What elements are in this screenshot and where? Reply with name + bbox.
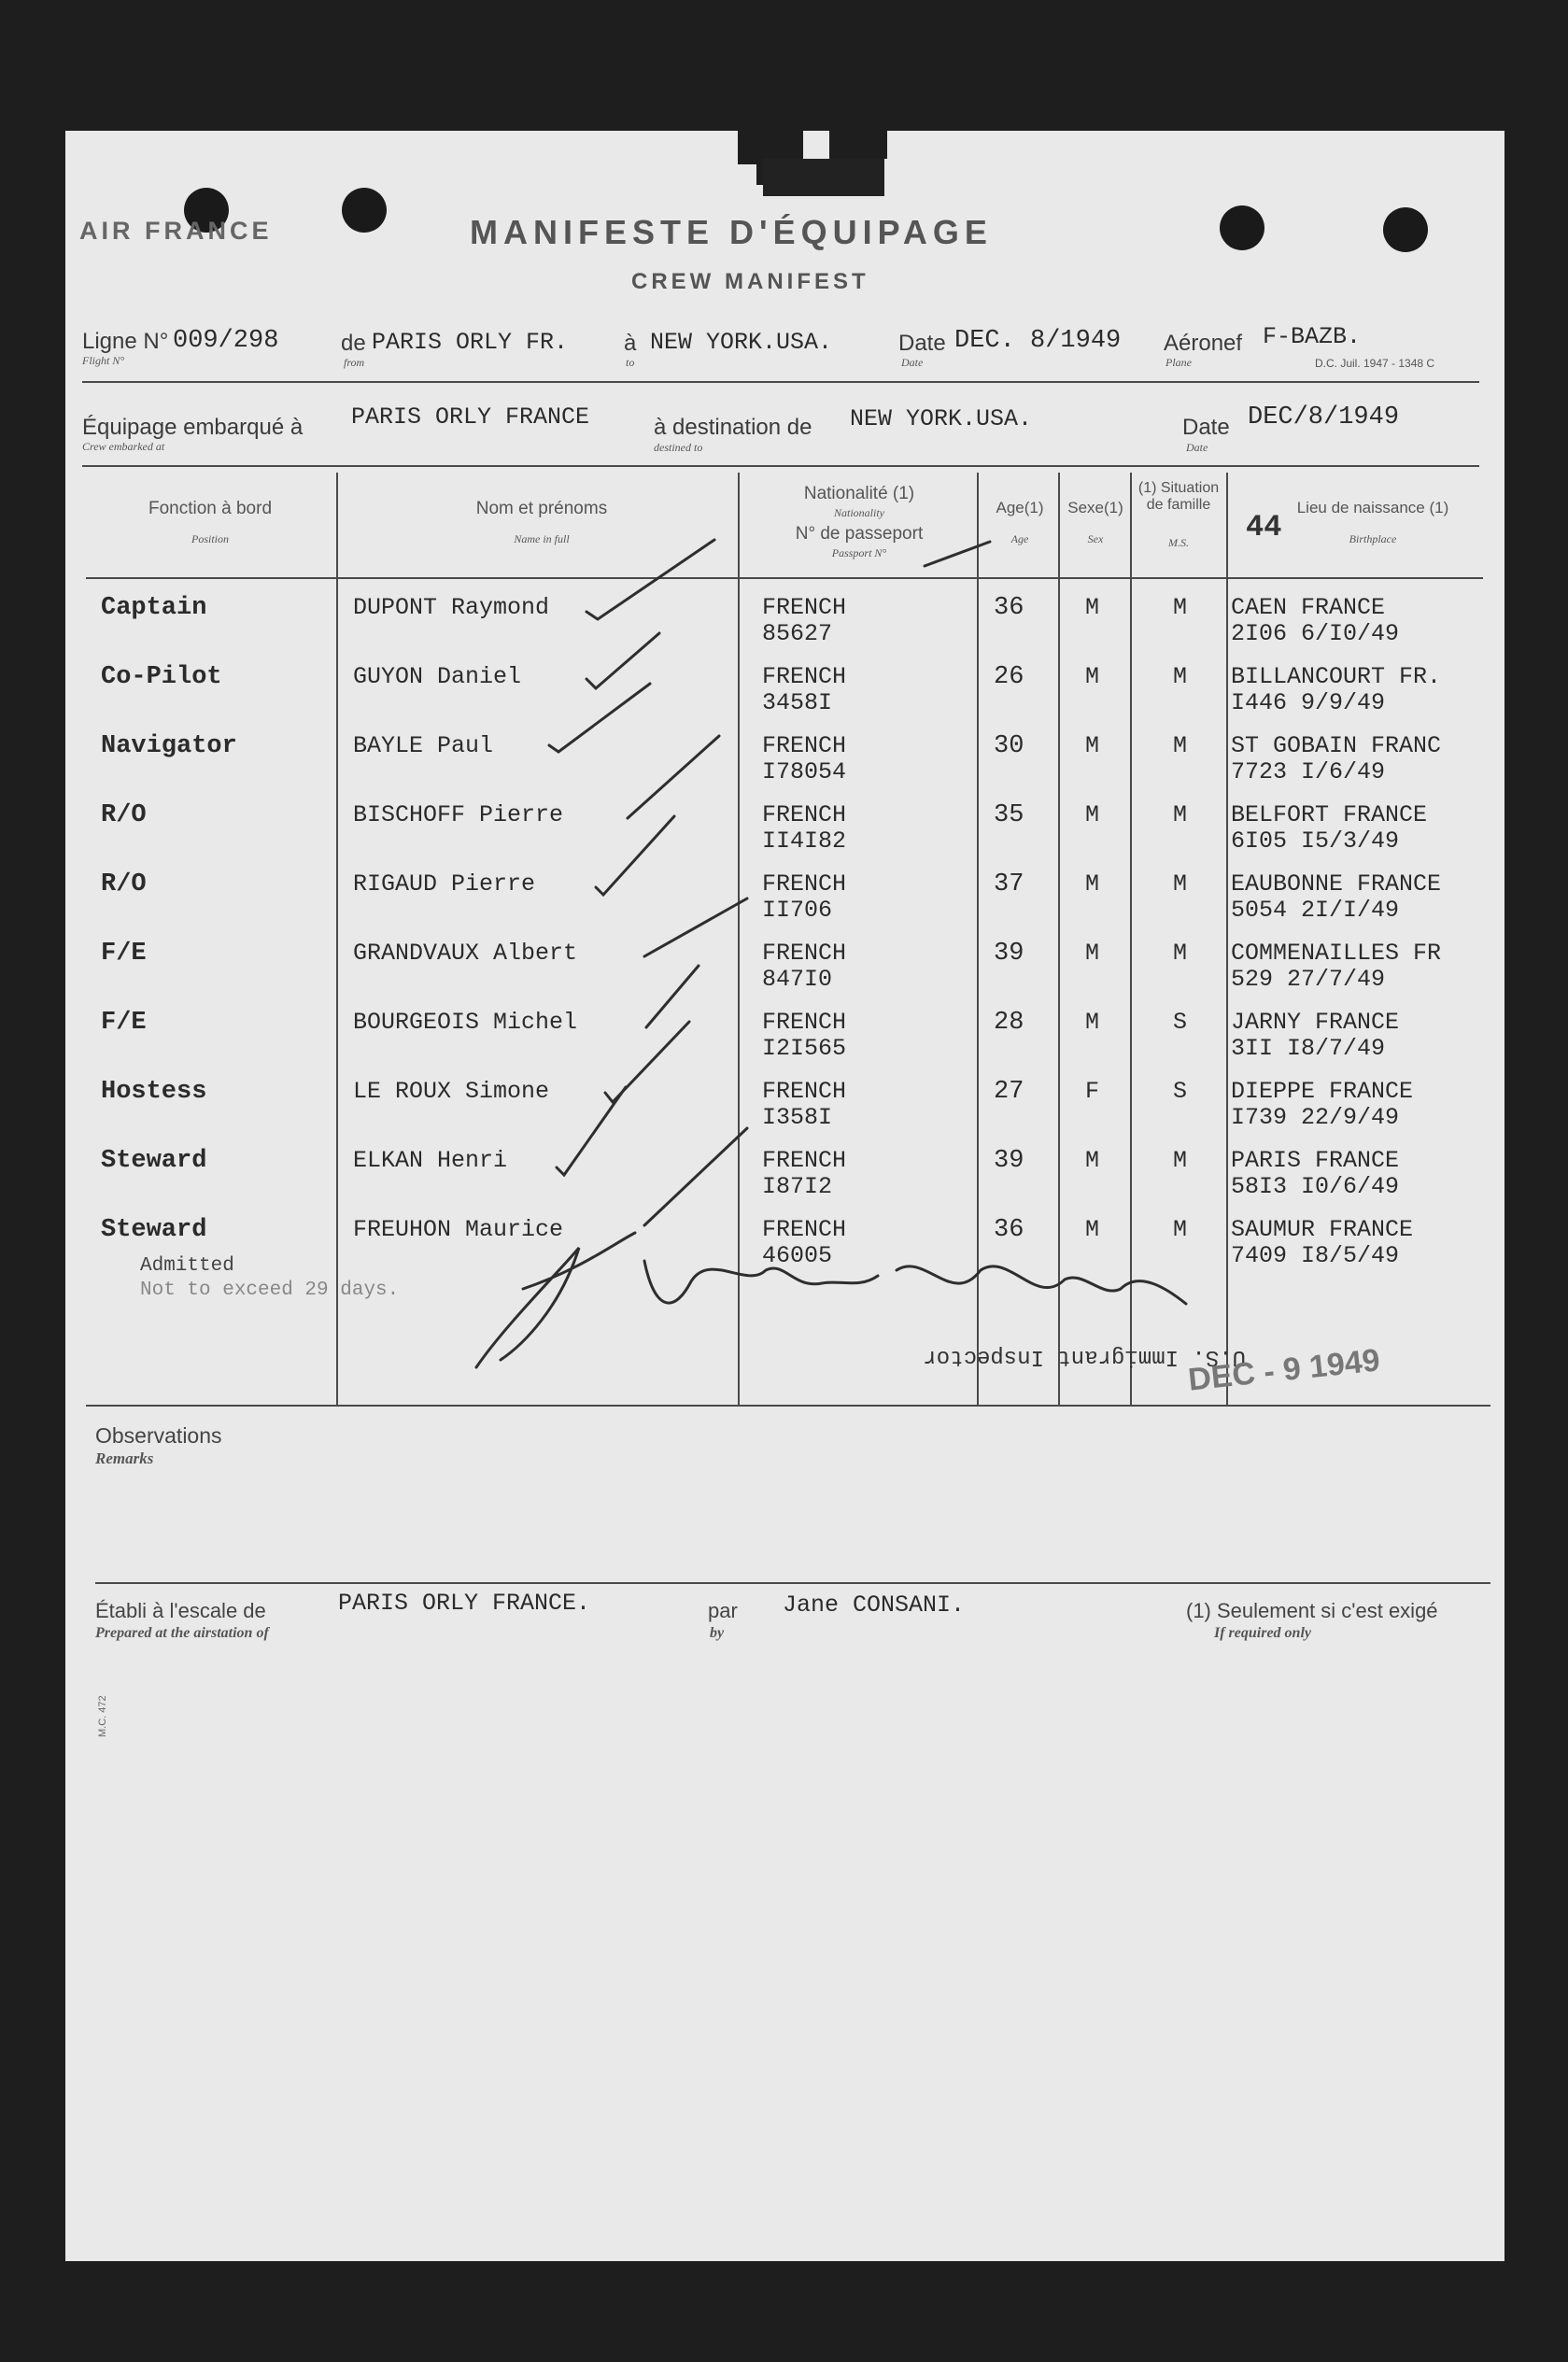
col-name-sub: Name in full: [514, 532, 570, 545]
cell-birthplace: ST GOBAIN FRANC: [1231, 732, 1442, 759]
col-age-header: Age(1): [996, 499, 1044, 516]
cell-ms: S: [1173, 1078, 1188, 1105]
cell-ms: M: [1173, 940, 1188, 967]
remarks-label: Observations: [95, 1423, 222, 1448]
table-bottom-rule: [86, 1405, 1490, 1407]
cell-birth-registration: 58I3 I0/6/49: [1231, 1173, 1400, 1200]
cell-ms: M: [1173, 663, 1188, 690]
cell-age: 36: [994, 1216, 1024, 1244]
col-divider: [977, 473, 979, 1405]
cell-position: R/O: [101, 870, 147, 898]
cell-nationality: FRENCH: [762, 1078, 847, 1105]
cell-nationality: FRENCH: [762, 870, 847, 898]
cell-ms: M: [1173, 1147, 1188, 1174]
cell-age: 28: [994, 1009, 1024, 1037]
cell-birth-registration: 2I06 6/I0/49: [1231, 620, 1400, 647]
date-stamp: DEC - 9 1949: [1186, 1342, 1382, 1398]
dest-label: à destination de: [654, 415, 812, 440]
cell-nationality: FRENCH: [762, 1216, 847, 1243]
cell-ms: M: [1173, 801, 1188, 828]
cell-nationality: FRENCH: [762, 1147, 847, 1174]
embark-dest: NEW YORK.USA.: [850, 405, 1033, 432]
admitted-stamp: Admitted: [140, 1255, 234, 1277]
cell-name: BAYLE Paul: [353, 732, 494, 759]
cell-birth-registration: 5054 2I/I/49: [1231, 897, 1400, 924]
cell-birth-registration: 6I05 I5/3/49: [1231, 827, 1400, 855]
cell-birth-registration: I739 22/9/49: [1231, 1104, 1400, 1131]
cell-passport: 85627: [762, 620, 833, 647]
cell-name: RIGAUD Pierre: [353, 870, 536, 898]
col-age-sub: Age: [1010, 532, 1029, 545]
cell-birth-registration: 7409 I8/5/49: [1231, 1242, 1400, 1269]
cell-sex: M: [1085, 1147, 1100, 1174]
cell-birth-registration: 3II I8/7/49: [1231, 1035, 1386, 1062]
col-sex-sub: Sex: [1087, 532, 1104, 545]
cell-birthplace: COMMENAILLES FR: [1231, 940, 1442, 967]
cell-name: BISCHOFF Pierre: [353, 801, 564, 828]
prepared-label: Établi à l'escale de: [95, 1599, 266, 1622]
embark-place: PARIS ORLY FRANCE: [351, 403, 590, 431]
cell-nationality: FRENCH: [762, 663, 847, 690]
col-divider: [1130, 473, 1132, 1405]
by-sub: by: [710, 1625, 725, 1641]
cell-passport: 3458I: [762, 689, 833, 716]
cell-passport: 847I0: [762, 966, 833, 993]
cell-position: Captain: [101, 594, 207, 622]
cell-name: ELKAN Henri: [353, 1147, 508, 1174]
torn-edge: [829, 129, 887, 159]
cell-name: BOURGEOIS Michel: [353, 1009, 578, 1036]
cell-age: 37: [994, 870, 1024, 898]
cell-passport: I87I2: [762, 1173, 833, 1200]
cell-position: Hostess: [101, 1078, 207, 1106]
cell-nationality: FRENCH: [762, 940, 847, 967]
cell-birthplace: BELFORT FRANCE: [1231, 801, 1428, 828]
col-divider: [1226, 473, 1228, 1405]
punch-hole: [1220, 205, 1264, 250]
cell-birth-registration: 7723 I/6/49: [1231, 758, 1386, 785]
cell-sex: F: [1085, 1078, 1100, 1105]
cell-birthplace: PARIS FRANCE: [1231, 1147, 1400, 1174]
col-divider: [1058, 473, 1060, 1405]
date-sub: Date: [901, 356, 924, 369]
cell-birthplace: SAUMUR FRANCE: [1231, 1216, 1414, 1243]
cell-position: R/O: [101, 801, 147, 829]
cell-nationality: FRENCH: [762, 732, 847, 759]
cell-sex: M: [1085, 940, 1100, 967]
form-code: D.C. Juil. 1947 - 1348 C: [1315, 357, 1435, 370]
cell-ms: M: [1173, 732, 1188, 759]
cell-age: 39: [994, 940, 1024, 968]
divider: [82, 381, 1479, 383]
cell-ms: S: [1173, 1009, 1188, 1036]
flight-to: NEW YORK.USA.: [650, 329, 833, 356]
embark-sub: Crew embarked at: [82, 440, 165, 453]
cell-ms: M: [1173, 870, 1188, 898]
cell-birthplace: CAEN FRANCE: [1231, 594, 1386, 621]
col-nationality-header: Nationalité (1): [803, 484, 915, 503]
side-code: M.C. 472: [97, 1695, 108, 1737]
cell-age: 35: [994, 801, 1024, 829]
cell-birthplace: BILLANCOURT FR.: [1231, 663, 1442, 690]
aeronef-label: Aéronef: [1164, 331, 1243, 356]
cell-age: 27: [994, 1078, 1024, 1106]
col-ms-header: (1) Situation de famille: [1137, 480, 1220, 513]
cell-ms: M: [1173, 594, 1188, 621]
col-birthplace-sub: Birthplace: [1349, 532, 1397, 545]
cell-position: Steward: [101, 1147, 207, 1175]
embark-label: Équipage embarqué à: [82, 415, 304, 440]
prepared-at: PARIS ORLY FRANCE.: [338, 1590, 591, 1617]
form-title: MANIFESTE D'ÉQUIPAGE: [470, 213, 993, 251]
cell-sex: M: [1085, 594, 1100, 621]
cell-name: GUYON Daniel: [353, 663, 522, 690]
cell-position: Navigator: [101, 732, 237, 760]
punch-hole: [1383, 207, 1428, 252]
col-divider: [738, 473, 740, 1405]
cell-sex: M: [1085, 870, 1100, 898]
cell-birth-registration: 529 27/7/49: [1231, 966, 1386, 993]
cell-birthplace: JARNY FRANCE: [1231, 1009, 1400, 1036]
aeronef: F-BAZB.: [1263, 323, 1362, 350]
flight-date: DEC. 8/1949: [954, 327, 1122, 355]
cell-passport: II4I82: [762, 827, 847, 855]
cell-age: 36: [994, 594, 1024, 622]
cell-position: Co-Pilot: [101, 663, 222, 691]
admission-limit: Not to exceed 29 days.: [140, 1280, 400, 1301]
embark-date: DEC/8/1949: [1248, 403, 1400, 431]
remarks-rule: [95, 1582, 1490, 1584]
dest-sub: destined to: [654, 441, 703, 454]
cell-position: Steward: [101, 1216, 207, 1244]
ligne-label: Ligne N°: [82, 329, 169, 354]
form-subtitle: CREW MANIFEST: [631, 269, 869, 294]
cell-sex: M: [1085, 732, 1100, 759]
col-birthplace-header: Lieu de naissance (1): [1296, 499, 1449, 516]
ligne-sub: Flight N°: [82, 354, 125, 367]
from-label: de: [341, 331, 366, 356]
page-number: 44: [1246, 510, 1282, 545]
divider: [82, 465, 1479, 467]
header-rule: [86, 577, 1483, 579]
cell-age: 26: [994, 663, 1024, 691]
col-position-header: Fonction à bord: [148, 499, 273, 518]
cell-age: 30: [994, 732, 1024, 760]
torn-edge: [763, 159, 884, 196]
col-passport-sub: Passport N°: [831, 546, 887, 559]
from-sub: from: [344, 356, 365, 369]
cell-age: 39: [994, 1147, 1024, 1175]
to-label: à: [624, 331, 637, 356]
flight-number: 009/298: [173, 327, 279, 355]
date-label: Date: [898, 331, 946, 356]
inspector-stamp-text: U.S. Immigrant Inspector: [923, 1344, 1246, 1369]
to-sub: to: [626, 356, 635, 369]
cell-name: DUPONT Raymond: [353, 594, 550, 621]
cell-sex: M: [1085, 663, 1100, 690]
cell-passport: I358I: [762, 1104, 833, 1131]
remarks-sub: Remarks: [95, 1450, 154, 1467]
col-ms-sub: M.S.: [1168, 536, 1189, 549]
embark-date-sub: Date: [1186, 441, 1208, 454]
cell-passport: 46005: [762, 1242, 833, 1269]
flight-from: PARIS ORLY FR.: [372, 329, 569, 356]
cell-passport: II706: [762, 897, 833, 924]
cell-sex: M: [1085, 1009, 1100, 1036]
footnote: (1) Seulement si c'est exigé: [1186, 1599, 1438, 1622]
inspector-stamp: [586, 1320, 1246, 1369]
col-sex-header: Sexe(1): [1067, 499, 1123, 516]
cell-birth-registration: I446 9/9/49: [1231, 689, 1386, 716]
by-label: par: [708, 1599, 738, 1622]
col-passport-header: N° de passeport: [795, 524, 924, 544]
cell-name: LE ROUX Simone: [353, 1078, 550, 1105]
cell-ms: M: [1173, 1216, 1188, 1243]
cell-nationality: FRENCH: [762, 801, 847, 828]
prepared-by: Jane CONSANI.: [783, 1591, 966, 1619]
col-divider: [336, 473, 338, 1405]
footnote-sub: If required only: [1214, 1625, 1311, 1641]
brand-logo: AIR FRANCE: [79, 217, 273, 245]
cell-nationality: FRENCH: [762, 1009, 847, 1036]
cell-birthplace: EAUBONNE FRANCE: [1231, 870, 1442, 898]
cell-birthplace: DIEPPE FRANCE: [1231, 1078, 1414, 1105]
embark-date-label: Date: [1182, 415, 1230, 440]
prepared-sub: Prepared at the airstation of: [95, 1625, 269, 1641]
cell-position: F/E: [101, 1009, 147, 1037]
cell-passport: I2I565: [762, 1035, 847, 1062]
cell-name: GRANDVAUX Albert: [353, 940, 578, 967]
cell-name: FREUHON Maurice: [353, 1216, 564, 1243]
cell-sex: M: [1085, 1216, 1100, 1243]
col-nationality-sub: Nationality: [834, 506, 884, 519]
cell-nationality: FRENCH: [762, 594, 847, 621]
cell-position: F/E: [101, 940, 147, 968]
col-name-header: Nom et prénoms: [475, 499, 608, 518]
cell-passport: I78054: [762, 758, 847, 785]
aeronef-sub: Plane: [1165, 356, 1192, 369]
cell-sex: M: [1085, 801, 1100, 828]
punch-hole: [342, 188, 387, 233]
col-position-sub: Position: [191, 532, 229, 545]
